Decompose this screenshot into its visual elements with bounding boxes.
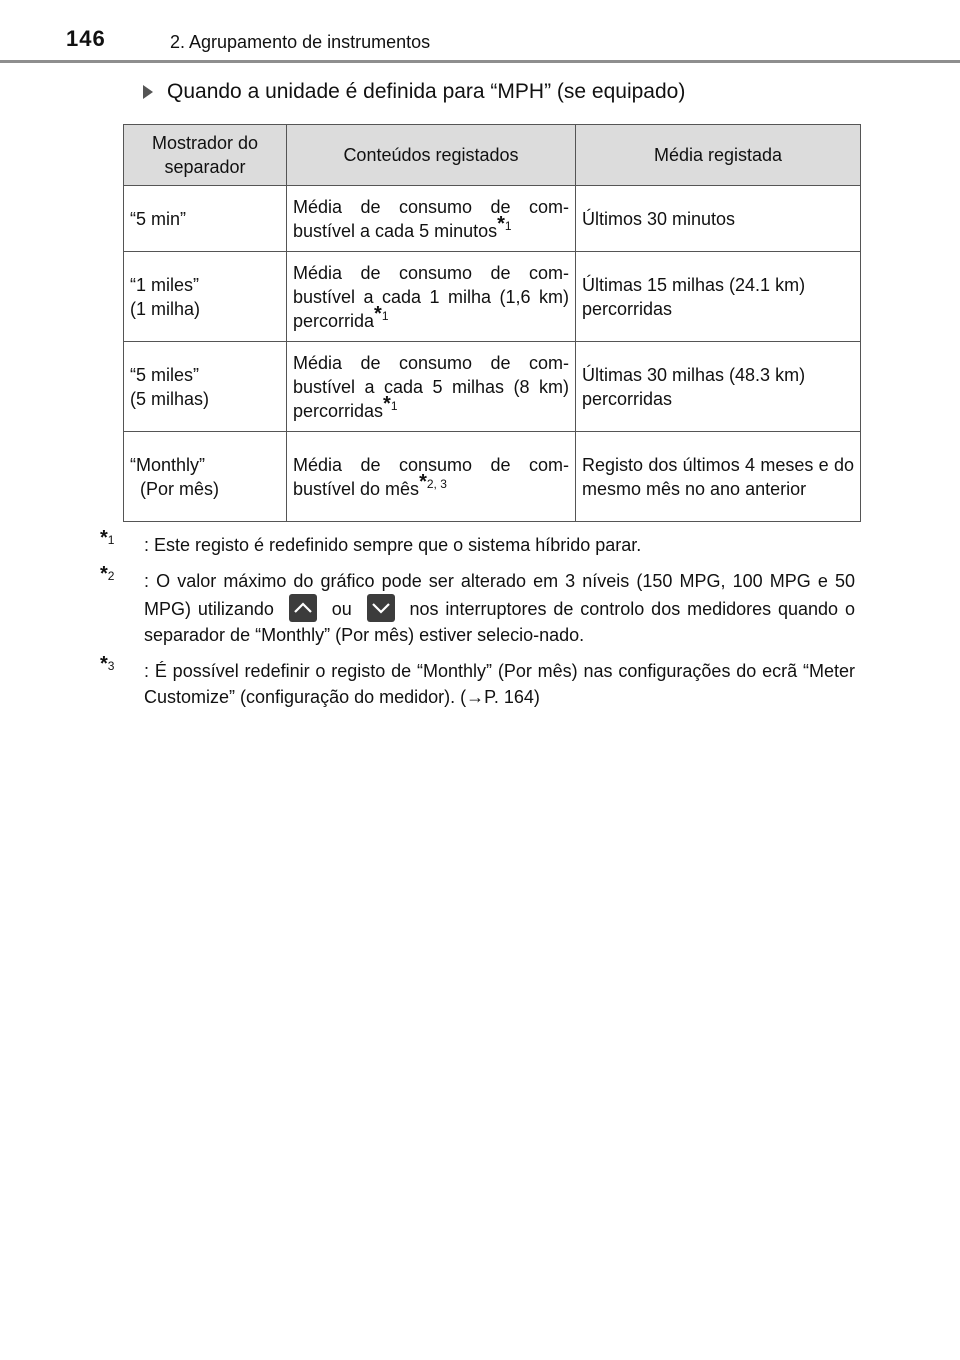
footnote-marker: *$^2$	[100, 563, 115, 585]
asterisk-mark: *	[497, 212, 505, 235]
data-table	[123, 124, 861, 522]
page-number: 146	[66, 26, 106, 51]
table-cell	[287, 342, 576, 432]
footnote-text: : É possível redefinir o registo de “Monthly” (Por mês) nas configurações do ecrã “Meter Customize” (configuração do medidor). (→P. 164)	[144, 661, 855, 707]
tab-label-translation: (Por mês)	[140, 478, 220, 499]
footnote-marker: *$^1$	[100, 527, 115, 549]
footnote-2	[100, 563, 855, 648]
table-row	[124, 432, 861, 522]
table-cell: Registo dos últimos 4 meses e do mesmo mês no ano anterior	[576, 432, 861, 522]
tab-label: “5 miles”	[130, 364, 200, 385]
footnotes	[100, 527, 855, 720]
tab-label: “5 min”	[130, 208, 187, 229]
table-cell	[124, 432, 287, 522]
column-header: Mostrador do separador	[124, 125, 287, 186]
triangle-bullet-icon	[143, 85, 153, 99]
chevron-up-icon	[289, 594, 317, 622]
table-cell	[124, 186, 287, 252]
tab-label: “1 miles”	[130, 274, 200, 295]
table-cell: Últimas 15 milhas (24.1 km) percorridas	[576, 252, 861, 342]
asterisk-mark: *	[374, 302, 382, 325]
footnote-ref: 1	[504, 218, 512, 233]
table-cell	[124, 252, 287, 342]
tab-label: “Monthly”	[130, 454, 206, 475]
footnote-text: : O valor máximo do gráfico pode ser alterado em 3 níveis (150 MPG, 100 MPG e 50 MPG) utilizando ou nos interruptores de controlo dos medidores quando o separador de “Monthly” (Por mês) estiver selecio-nado.	[144, 571, 855, 645]
content-text: Média de consumo de com-bustível a cada 5 milhas (8 km) percorridas	[293, 352, 569, 421]
table-cell	[124, 342, 287, 432]
table-row	[124, 252, 861, 342]
table-cell	[287, 186, 576, 252]
column-header: Conteúdos registados	[287, 125, 576, 186]
table-row	[124, 342, 861, 432]
footnote-ref: 1	[390, 398, 398, 413]
content-text: Média de consumo de com-bustível do mês	[293, 454, 569, 499]
page-header	[0, 0, 960, 62]
footnote-marker: *$^3$	[100, 653, 115, 675]
footnote-1	[100, 527, 855, 558]
footnote-ref: 2, 3	[426, 476, 447, 491]
tab-label-translation: (5 milhas)	[130, 388, 210, 409]
footnote-3	[100, 653, 855, 710]
table-cell	[287, 252, 576, 342]
tab-label-translation: (1 milha)	[130, 298, 201, 319]
table-cell: Últimos 30 minutos	[576, 186, 861, 252]
asterisk-mark: *	[383, 392, 391, 415]
chevron-down-icon	[367, 594, 395, 622]
content-text: Média de consumo de com-bustível a cada 1 milha (1,6 km) percorrida	[293, 262, 569, 331]
footnote-text: : Este registo é redefinido sempre que o sistema híbrido parar.	[144, 535, 642, 555]
content-text: Média de consumo de com-bustível a cada 5 minutos	[293, 196, 569, 241]
subheading	[143, 80, 685, 104]
table-row	[124, 186, 861, 252]
subheading-text: Quando a unidade é definida para “MPH” (se equipado)	[167, 80, 686, 103]
table-cell	[287, 432, 576, 522]
asterisk-mark: *	[419, 470, 427, 493]
footnote-ref: 1	[381, 308, 389, 323]
section-title: 2. Agrupamento de instrumentos	[170, 32, 431, 52]
table-cell: Últimas 30 milhas (48.3 km) percorridas	[576, 342, 861, 432]
header-divider	[0, 60, 960, 63]
column-header: Média registada	[576, 125, 861, 186]
table-header-row	[124, 125, 861, 186]
